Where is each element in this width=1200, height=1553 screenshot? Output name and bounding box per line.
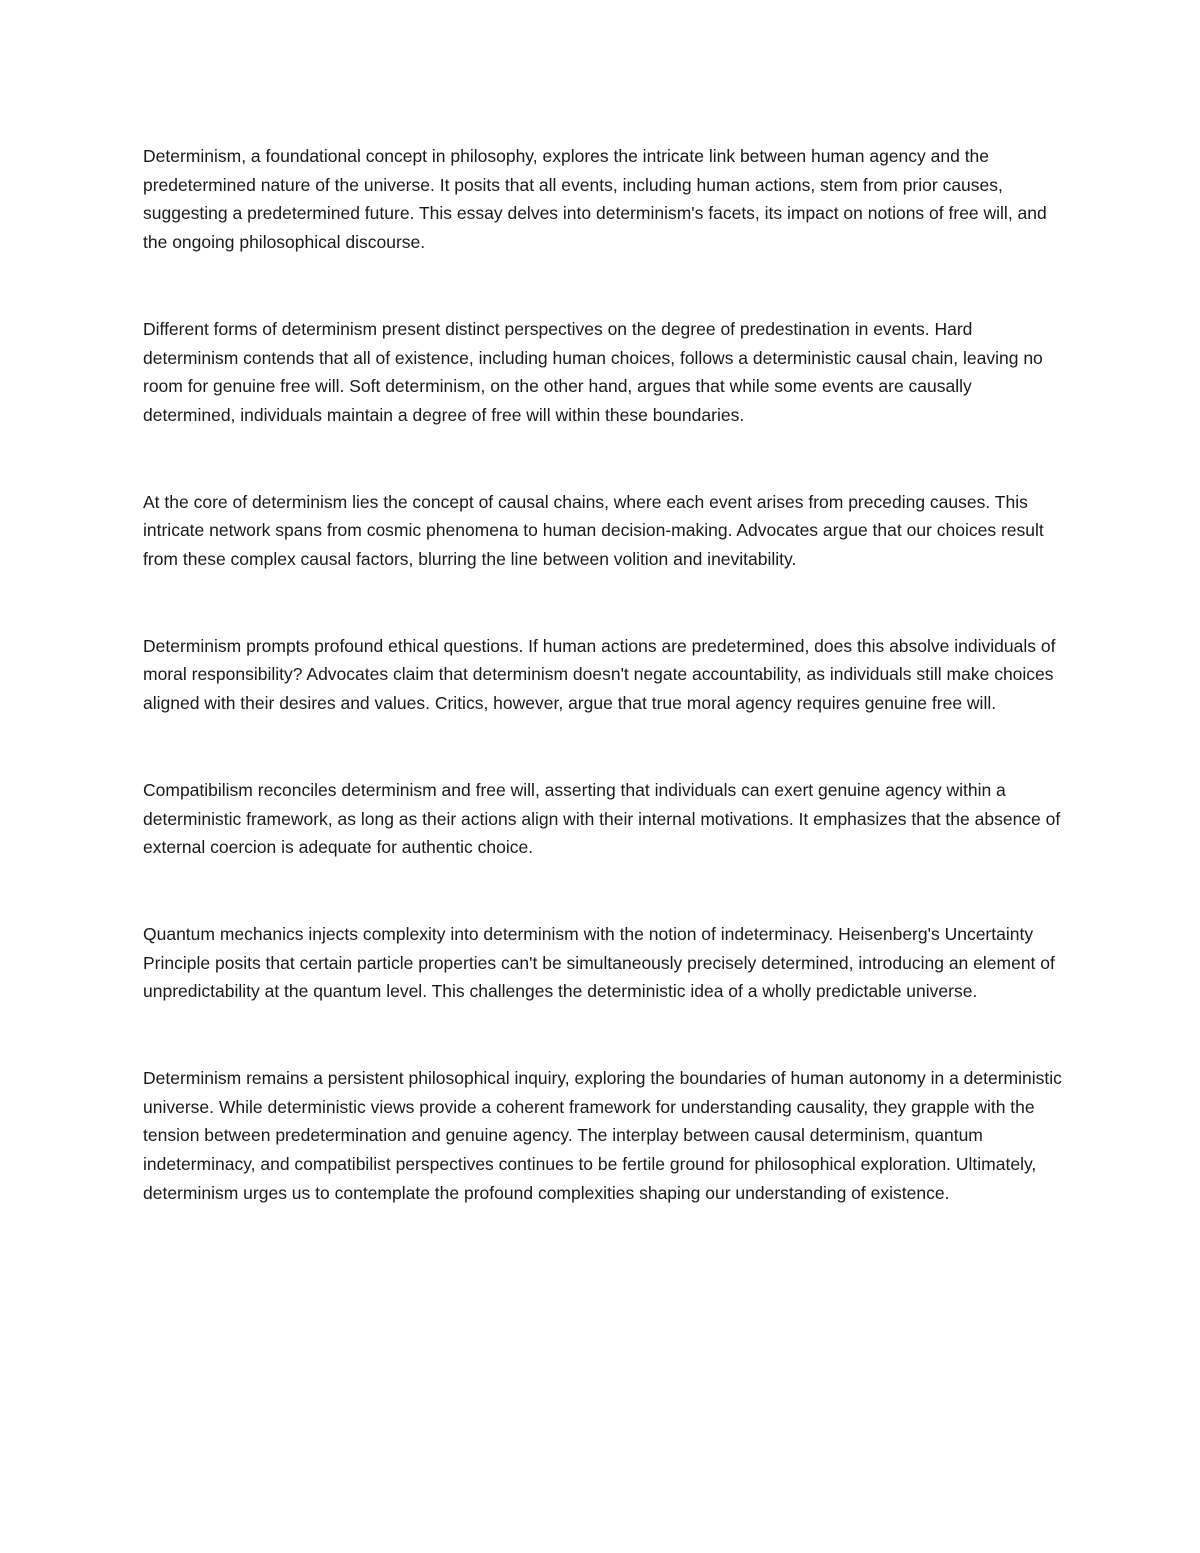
paragraph-causal-chains: At the core of determinism lies the concept of causal chains, where each event arises from preceding causes. This intricate network spans from cosmic phenomena to human decision-making. Advocates argue that our choices result from these complex causal factors, blurring the line between volition and inevitability. — [143, 491, 1044, 570]
paragraph-conclusion: Determinism remains a persistent philosophical inquiry, exploring the boundaries of human autonomy in a deterministic universe. While deterministic views provide a coherent framework for understanding causality, they grapple with the tension between predetermination and genuine agency. The interplay between causal determinism, quantum indeterminacy, and compatibilist perspectives continues to be fertile ground for philosophical exploration. Ultimately, determinism urges us to contemplate the profound complexities shaping our understanding of existence. — [143, 1068, 1062, 1203]
paragraph-compatibilism: Compatibilism reconciles determinism and free will, asserting that individuals can exert genuine agency within a deterministic framework, as long as their actions align with their internal motivations. It emphasizes that the absence of external coercion is adequate for authentic choice. — [143, 779, 1061, 858]
paragraph-quantum-mechanics: Quantum mechanics injects complexity into determinism with the notion of indeterminacy. Heisenberg's Uncertainty Principle posits that certain particle properties can't be simultaneously precisely determined, introducing an element of unpredictability at the quantum level. This challenges the deterministic idea of a wholly predictable universe. — [143, 923, 1055, 1002]
document-body — [143, 142, 1063, 1208]
paragraph-ethical-questions: Determinism prompts profound ethical questions. If human actions are predetermined, does this absolve individuals of moral responsibility? Advocates claim that determinism doesn't negate accountability, as individuals still make choices aligned with their desires and values. Critics, however, argue that true moral agency requires genuine free will. — [143, 635, 1056, 714]
paragraph-introduction: Determinism, a foundational concept in philosophy, explores the intricate link between human agency and the predetermined nature of the universe. It posits that all events, including human actions, stem from prior causes, suggesting a predetermined future. This essay delves into determinism's facets, its impact on notions of free will, and the ongoing philosophical discourse. — [143, 146, 1047, 253]
paragraph-forms-of-determinism: Different forms of determinism present distinct perspectives on the degree of predestination in events. Hard determinism contends that all of existence, including human choices, follows a deterministic causal chain, leaving no room for genuine free will. Soft determinism, on the other hand, argues that while some events are causally determined, individuals maintain a degree of free will within these boundaries. — [143, 318, 1043, 425]
